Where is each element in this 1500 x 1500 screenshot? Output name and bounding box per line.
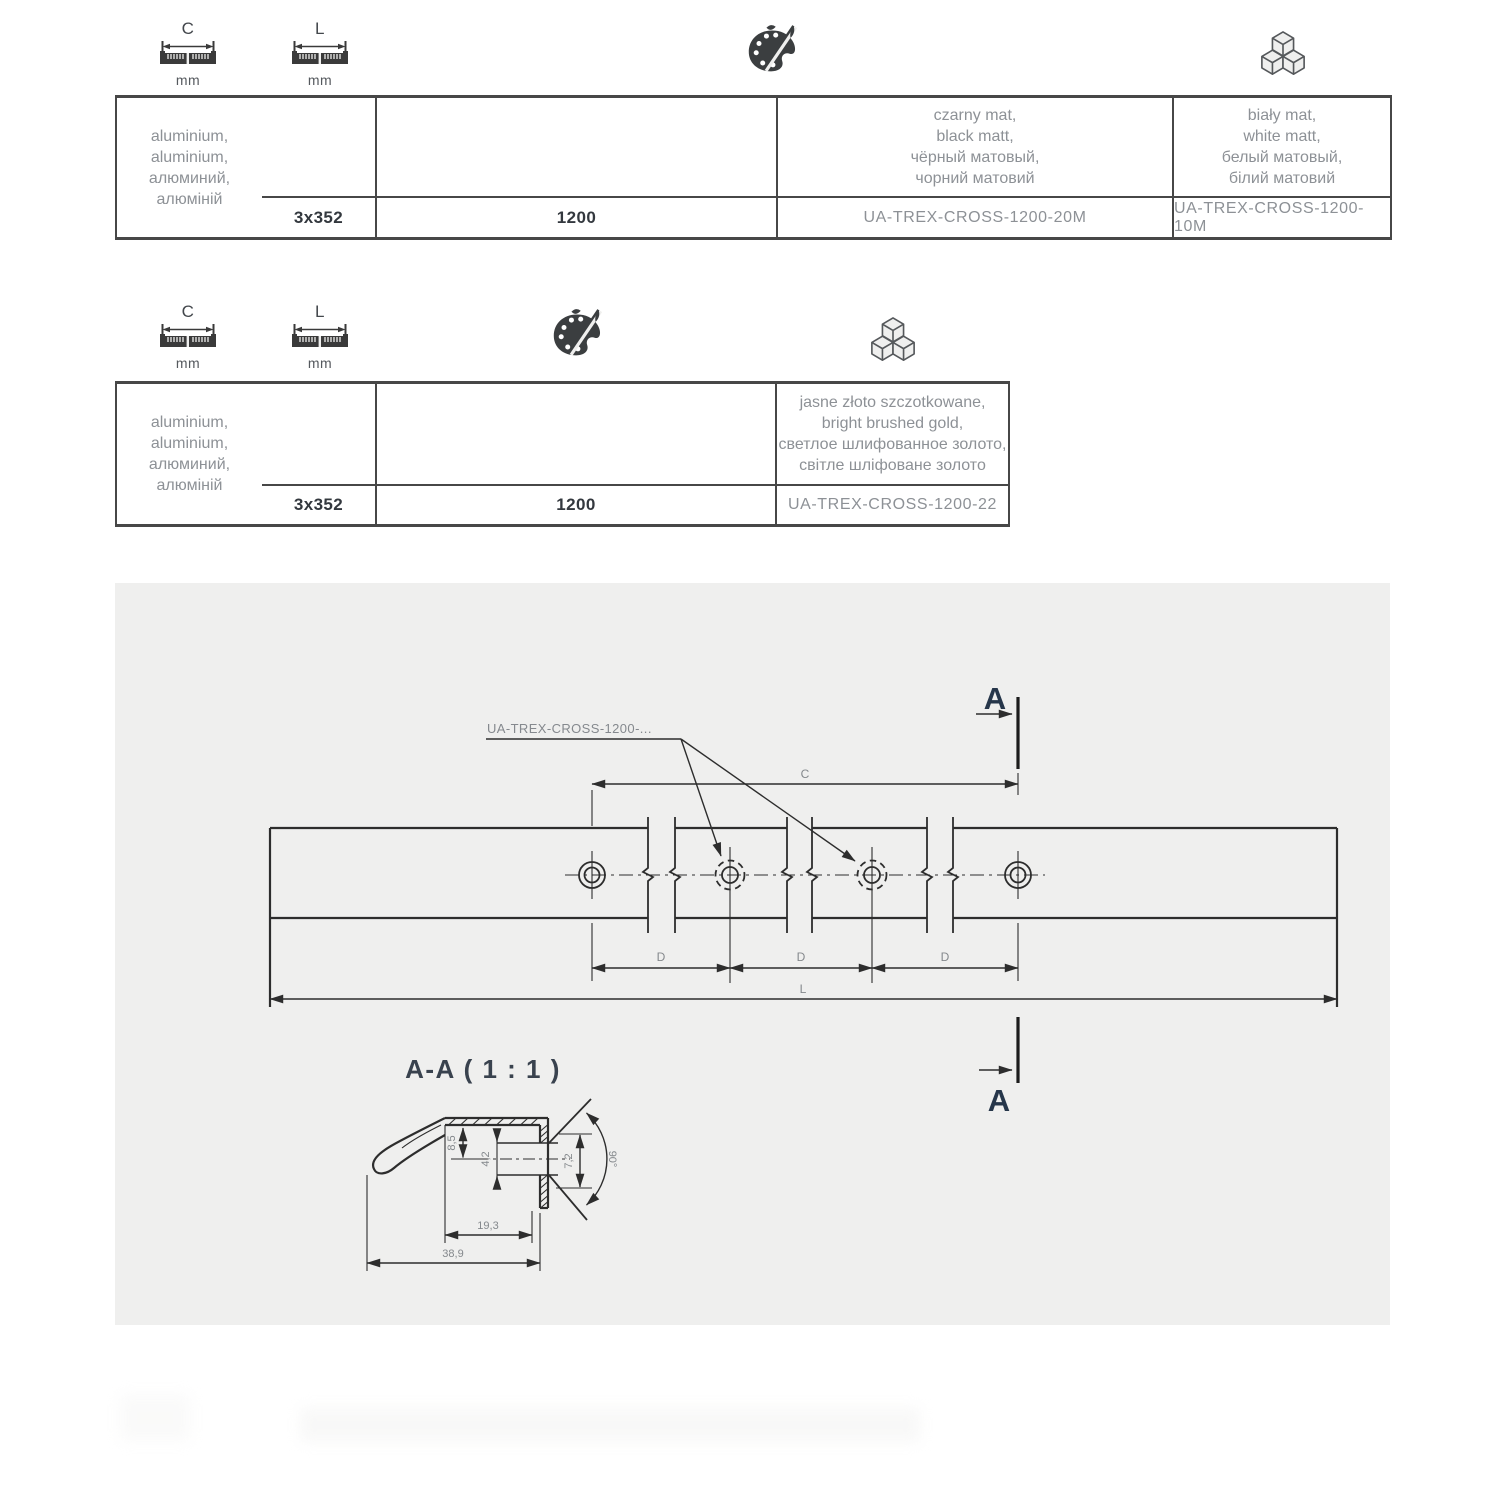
faint-watermark	[300, 1408, 920, 1442]
material-line: aluminium,	[150, 127, 229, 145]
color-line: bright brushed gold,	[821, 415, 964, 432]
l-empty-cell	[377, 384, 777, 486]
dimension-c	[592, 767, 1018, 826]
dimension-4-2	[480, 1130, 497, 1186]
ruler-icon	[160, 323, 216, 349]
color-line: чорний матовий	[915, 170, 1035, 187]
dimension-19-3	[445, 1211, 532, 1243]
section-mark-top	[976, 681, 1018, 769]
color-line: black matt,	[936, 128, 1014, 145]
variants-table-2	[115, 381, 1010, 527]
dim-19-3-label: 19,3	[477, 1220, 499, 1232]
mounting-hole-3	[858, 847, 887, 983]
material-line: алюминий,	[148, 456, 231, 473]
dim-7-2-label: 7,2	[563, 1153, 575, 1169]
handle-bar-view	[270, 817, 1337, 1007]
ruler-icon	[292, 323, 348, 349]
color-line: jasne złoto szczotkowane,	[799, 394, 986, 411]
c-empty-cell	[262, 384, 377, 486]
color-cell-brushed-gold	[777, 384, 1010, 486]
faint-watermark	[120, 1395, 190, 1441]
header-c-dimension	[153, 303, 223, 371]
ruler-icon	[160, 40, 216, 66]
section-letter: A	[983, 681, 1007, 716]
code-cell-10m: UA-TREX-CROSS-1200-10M	[1174, 198, 1392, 237]
material-cell	[117, 98, 262, 237]
header-c-dimension	[153, 20, 223, 88]
color-line: white matt,	[1243, 128, 1321, 145]
l-label: L	[315, 19, 325, 38]
mm-label: mm	[307, 355, 333, 371]
material-line: алюміній	[156, 477, 223, 494]
dimension-38-9	[367, 1175, 540, 1271]
dimension-7-2	[556, 1134, 592, 1188]
l-label: L	[315, 302, 325, 321]
material-line: aluminium,	[150, 435, 229, 452]
hatching	[449, 1119, 548, 1209]
color-cell-black-matt	[778, 98, 1174, 198]
color-line: світле шліфоване золото	[799, 457, 986, 474]
section-mark-bottom	[979, 1017, 1018, 1118]
color-line: чёрный матовый,	[910, 149, 1040, 166]
c-label: C	[181, 19, 195, 38]
color-line: biały mat,	[1247, 107, 1317, 124]
dim-d-label: D	[796, 950, 806, 964]
header-l-dimension	[285, 20, 355, 88]
dim-c-label: C	[800, 767, 810, 781]
material-line: aluminium,	[150, 414, 229, 431]
c-label: C	[181, 302, 195, 321]
material-line: алюміній	[156, 190, 223, 208]
color-line: czarny mat,	[933, 107, 1017, 124]
dimension-d-group	[592, 950, 1018, 968]
c-value-cell: 3x352	[262, 486, 377, 524]
material-line: aluminium,	[150, 148, 229, 166]
dim-38-9-label: 38,9	[442, 1248, 464, 1260]
dimension-l	[270, 982, 1337, 999]
color-line: белый матовый,	[1221, 149, 1343, 166]
dimension-angle	[587, 1113, 619, 1205]
material-cubes-icon	[1257, 30, 1309, 78]
dim-d-label: D	[656, 950, 666, 964]
leader-callout	[486, 721, 855, 861]
detail-view-aa	[367, 1054, 618, 1271]
mm-label: mm	[307, 72, 333, 88]
l-empty-cell	[377, 98, 778, 198]
variants-table-1	[115, 95, 1392, 240]
l-value-cell: 1200	[377, 486, 777, 524]
l-value-cell: 1200	[377, 198, 778, 237]
code-cell-20m: UA-TREX-CROSS-1200-20M	[778, 198, 1174, 237]
dim-d-label: D	[940, 950, 950, 964]
technical-drawing-panel	[115, 583, 1390, 1325]
dim-4-2-label: 4,2	[480, 1151, 492, 1167]
material-cubes-icon	[867, 316, 919, 364]
dim-l-label: L	[799, 982, 807, 996]
dimension-8-5	[446, 1128, 463, 1158]
palette-icon	[549, 308, 605, 360]
material-cell	[117, 384, 262, 524]
dim-angle-label: 90°	[606, 1150, 618, 1168]
c-empty-cell	[262, 98, 377, 198]
color-line: білий матовий	[1228, 170, 1336, 187]
mounting-hole-2	[716, 847, 745, 983]
color-line: светлое шлифованное золото,	[778, 436, 1007, 453]
technical-drawing	[115, 583, 1390, 1325]
section-letter: A	[987, 1083, 1011, 1118]
mm-label: mm	[175, 355, 201, 371]
mm-label: mm	[175, 72, 201, 88]
code-cell-22: UA-TREX-CROSS-1200-22	[777, 486, 1010, 524]
detail-title: A-A ( 1 : 1 )	[405, 1054, 561, 1084]
c-value-cell: 3x352	[262, 198, 377, 237]
ruler-icon	[292, 40, 348, 66]
material-line: алюминий,	[148, 169, 231, 187]
dim-8-5-label: 8,5	[446, 1135, 458, 1151]
leader-label: UA-TREX-CROSS-1200-...	[487, 721, 652, 736]
color-cell-white-matt	[1174, 98, 1392, 198]
palette-icon	[744, 24, 800, 76]
header-l-dimension	[285, 303, 355, 371]
